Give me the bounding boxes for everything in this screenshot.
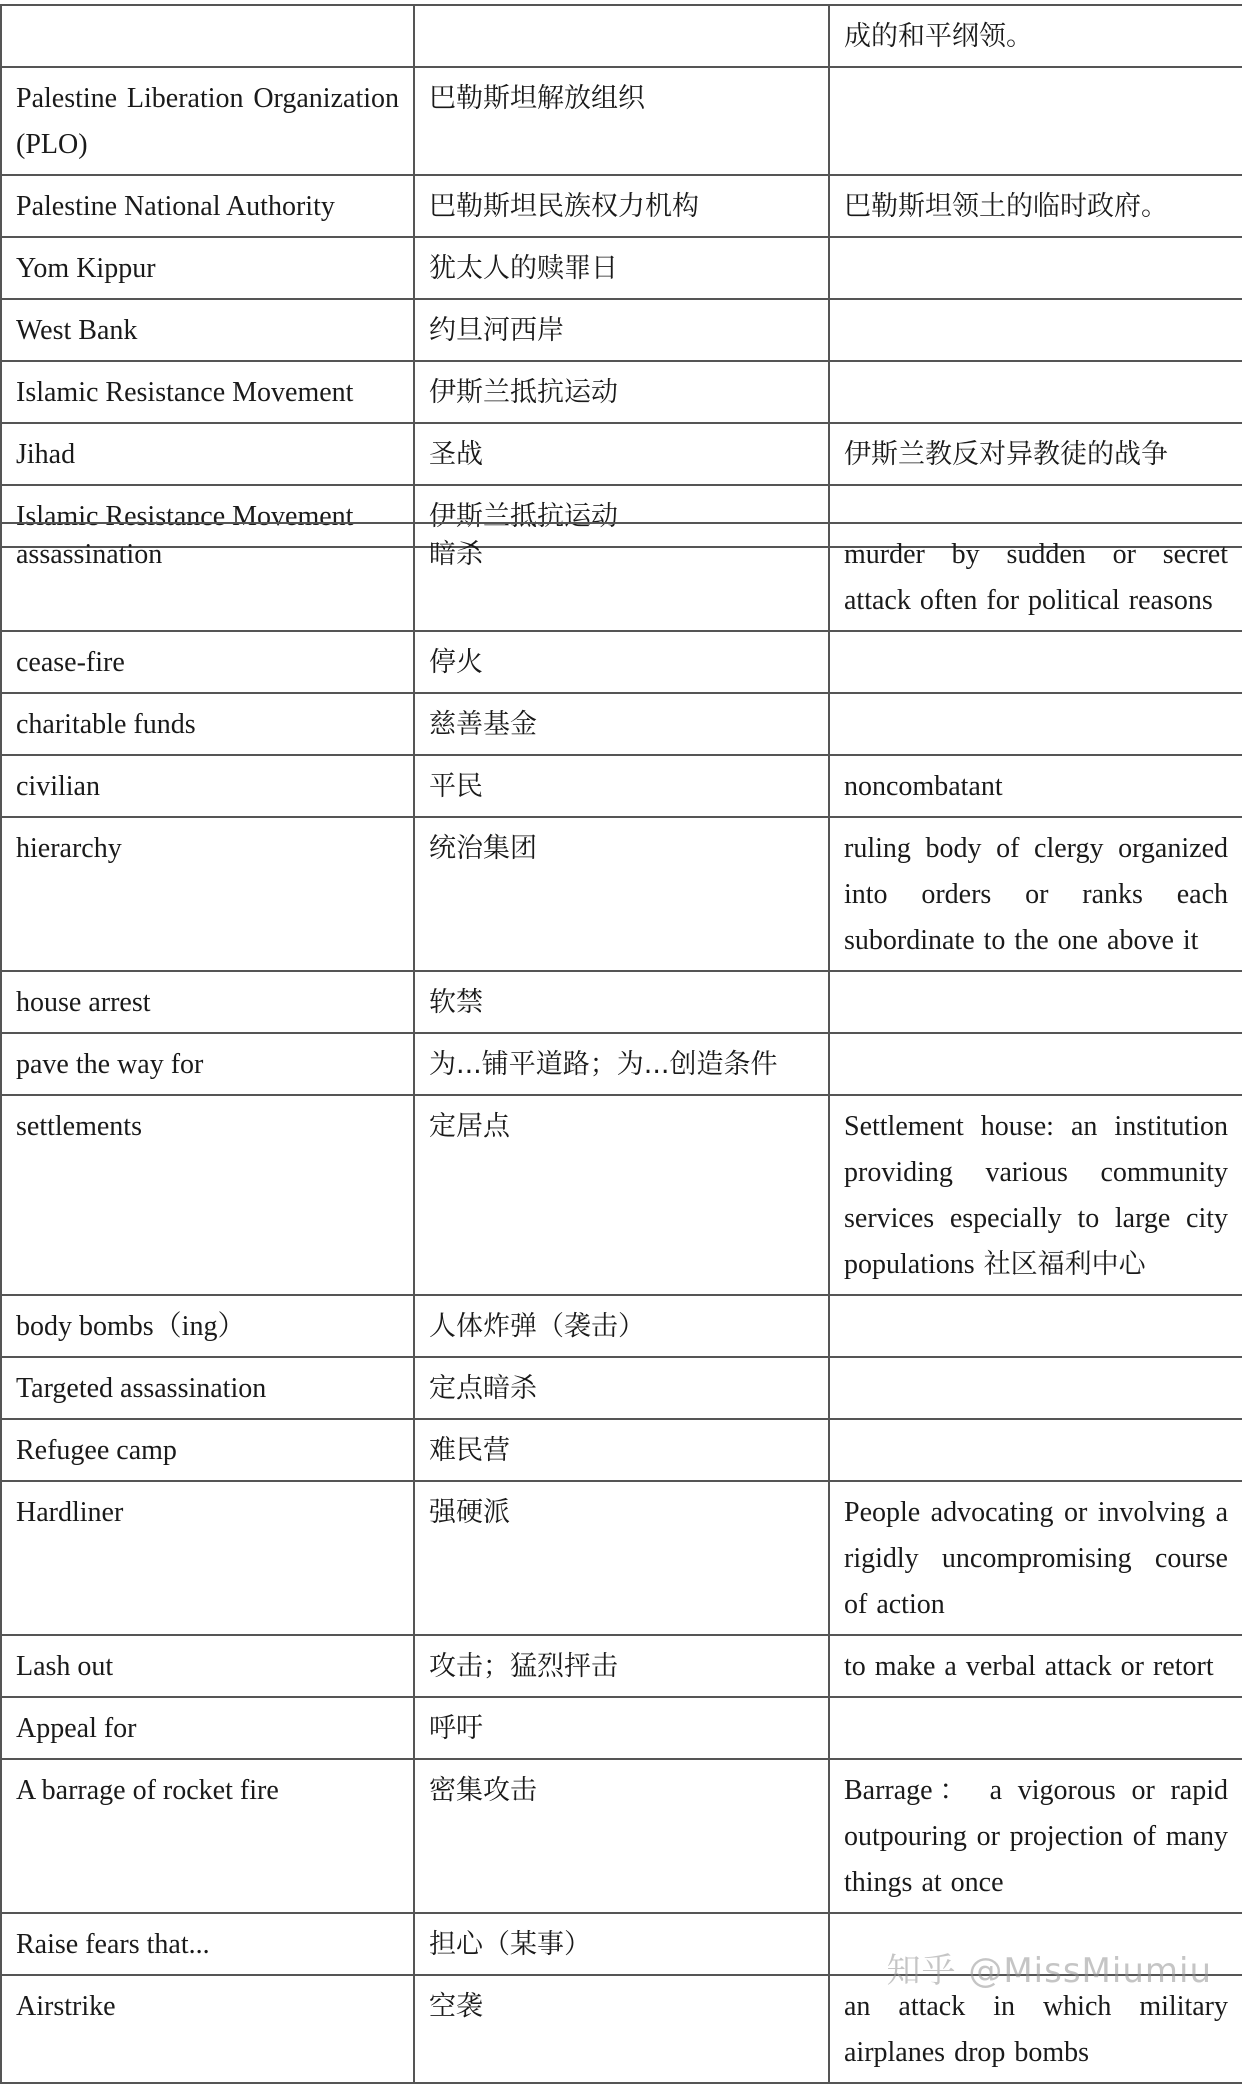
chinese-cell: 巴勒斯坦解放组织 <box>414 67 829 175</box>
chinese-cell: 难民营 <box>414 1419 829 1481</box>
table-row <box>1 299 1242 361</box>
table-row <box>1 631 1242 693</box>
definition-cell: ruling body of clergy organized into orders or ranks each subordinate to the one above it <box>829 817 1242 971</box>
term-cell: Islamic Resistance Movement <box>1 485 414 547</box>
term-cell: Islamic Resistance Movement <box>1 361 414 423</box>
term-cell: A barrage of rocket fire <box>1 1759 414 1913</box>
term-cell: West Bank <box>1 299 414 361</box>
definition-cell <box>829 971 1242 1033</box>
chinese-cell <box>414 5 829 67</box>
table-row <box>1 423 1242 485</box>
definition-text: 伊斯兰教反对异教徒的战争 <box>844 439 1168 470</box>
vocab-table-bottom <box>0 522 1242 2084</box>
table-row <box>1 1481 1242 1635</box>
chinese-cell: 定居点 <box>414 1095 829 1295</box>
definition-cell: Barrage： a vigorous or rapid outpouring or projection of many things at once <box>829 1759 1242 1913</box>
chinese-cell: 人体炸弹（袭击） <box>414 1295 829 1357</box>
chinese-cell: 暗杀 <box>414 523 829 631</box>
definition-cell <box>829 1697 1242 1759</box>
definition-chinese-text: 社区福利中心 <box>983 1249 1146 1280</box>
definition-cell <box>829 1033 1242 1095</box>
definition-cell <box>829 693 1242 755</box>
term-cell: charitable funds <box>1 693 414 755</box>
term-cell: Lash out <box>1 1635 414 1697</box>
definition-cell <box>829 67 1242 175</box>
definition-cell <box>829 5 1242 67</box>
table-row <box>1 361 1242 423</box>
term-cell: Palestine National Authority <box>1 175 414 237</box>
definition-cell <box>829 423 1242 485</box>
term-cell: cease-fire <box>1 631 414 693</box>
term-cell: Palestine Liberation Organization (PLO) <box>1 67 414 175</box>
term-cell: body bombs（ing） <box>1 1295 414 1357</box>
table-row <box>1 1635 1242 1697</box>
definition-cell <box>829 631 1242 693</box>
table-row <box>1 175 1242 237</box>
term-cell <box>1 5 414 67</box>
definition-cell <box>829 299 1242 361</box>
vocab-table-top <box>0 4 1242 548</box>
chinese-cell: 攻击；猛烈抨击 <box>414 1635 829 1697</box>
term-cell: Targeted assassination <box>1 1357 414 1419</box>
chinese-cell: 巴勒斯坦民族权力机构 <box>414 175 829 237</box>
definition-text: Settlement house: an institution providing various community services especially to large city populations <box>844 1111 1228 1280</box>
chinese-cell: 强硬派 <box>414 1481 829 1635</box>
definition-cell <box>829 175 1242 237</box>
chinese-cell: 犹太人的赎罪日 <box>414 237 829 299</box>
term-cell: Jihad <box>1 423 414 485</box>
table-row <box>1 971 1242 1033</box>
term-cell: Hardliner <box>1 1481 414 1635</box>
table-row <box>1 1295 1242 1357</box>
definition-cell: noncombatant <box>829 755 1242 817</box>
definition-cell: to make a verbal attack or retort <box>829 1635 1242 1697</box>
definition-cell: an attack in which military airplanes drop bombs <box>829 1975 1242 2083</box>
chinese-cell: 圣战 <box>414 423 829 485</box>
table-row <box>1 693 1242 755</box>
chinese-cell: 密集攻击 <box>414 1759 829 1913</box>
table-row <box>1 1419 1242 1481</box>
definition-cell <box>829 361 1242 423</box>
chinese-cell: 伊斯兰抵抗运动 <box>414 485 829 547</box>
table-row <box>1 5 1242 67</box>
table-row <box>1 67 1242 175</box>
term-cell: Refugee camp <box>1 1419 414 1481</box>
chinese-cell: 空袭 <box>414 1975 829 2083</box>
chinese-cell: 约旦河西岸 <box>414 299 829 361</box>
chinese-cell: 呼吁 <box>414 1697 829 1759</box>
chinese-cell: 定点暗杀 <box>414 1357 829 1419</box>
chinese-cell: 为...铺平道路；为...创造条件 <box>414 1033 829 1095</box>
watermark: 知乎 @MissMiumiu <box>886 1951 1212 1991</box>
chinese-cell: 担心（某事） <box>414 1913 829 1975</box>
term-cell: pave the way for <box>1 1033 414 1095</box>
table-row <box>1 817 1242 971</box>
term-cell: Raise fears that... <box>1 1913 414 1975</box>
definition-cell <box>829 1095 1242 1295</box>
chinese-cell: 软禁 <box>414 971 829 1033</box>
definition-text: 成的和平纲领。 <box>844 21 1033 52</box>
definition-cell: People advocating or involving a rigidly uncompromising course of action <box>829 1481 1242 1635</box>
definition-cell <box>829 237 1242 299</box>
chinese-cell: 统治集团 <box>414 817 829 971</box>
term-cell: Airstrike <box>1 1975 414 2083</box>
table-row <box>1 1357 1242 1419</box>
definition-cell: murder by sudden or secret attack often for political reasons <box>829 523 1242 631</box>
chinese-cell: 停火 <box>414 631 829 693</box>
table-row <box>1 523 1242 631</box>
table-row <box>1 1033 1242 1095</box>
table-row <box>1 755 1242 817</box>
definition-cell <box>829 1295 1242 1357</box>
definition-text: 巴勒斯坦领土的临时政府。 <box>844 191 1168 222</box>
definition-cell <box>829 1419 1242 1481</box>
term-cell: settlements <box>1 1095 414 1295</box>
table-row <box>1 1095 1242 1295</box>
term-cell: Yom Kippur <box>1 237 414 299</box>
chinese-cell: 平民 <box>414 755 829 817</box>
term-cell: assassination <box>1 523 414 631</box>
table-row <box>1 1759 1242 1913</box>
term-cell: hierarchy <box>1 817 414 971</box>
term-cell: civilian <box>1 755 414 817</box>
table-row <box>1 1697 1242 1759</box>
definition-cell <box>829 1357 1242 1419</box>
chinese-cell: 伊斯兰抵抗运动 <box>414 361 829 423</box>
chinese-cell: 慈善基金 <box>414 693 829 755</box>
table-row <box>1 237 1242 299</box>
term-cell: Appeal for <box>1 1697 414 1759</box>
term-cell: house arrest <box>1 971 414 1033</box>
